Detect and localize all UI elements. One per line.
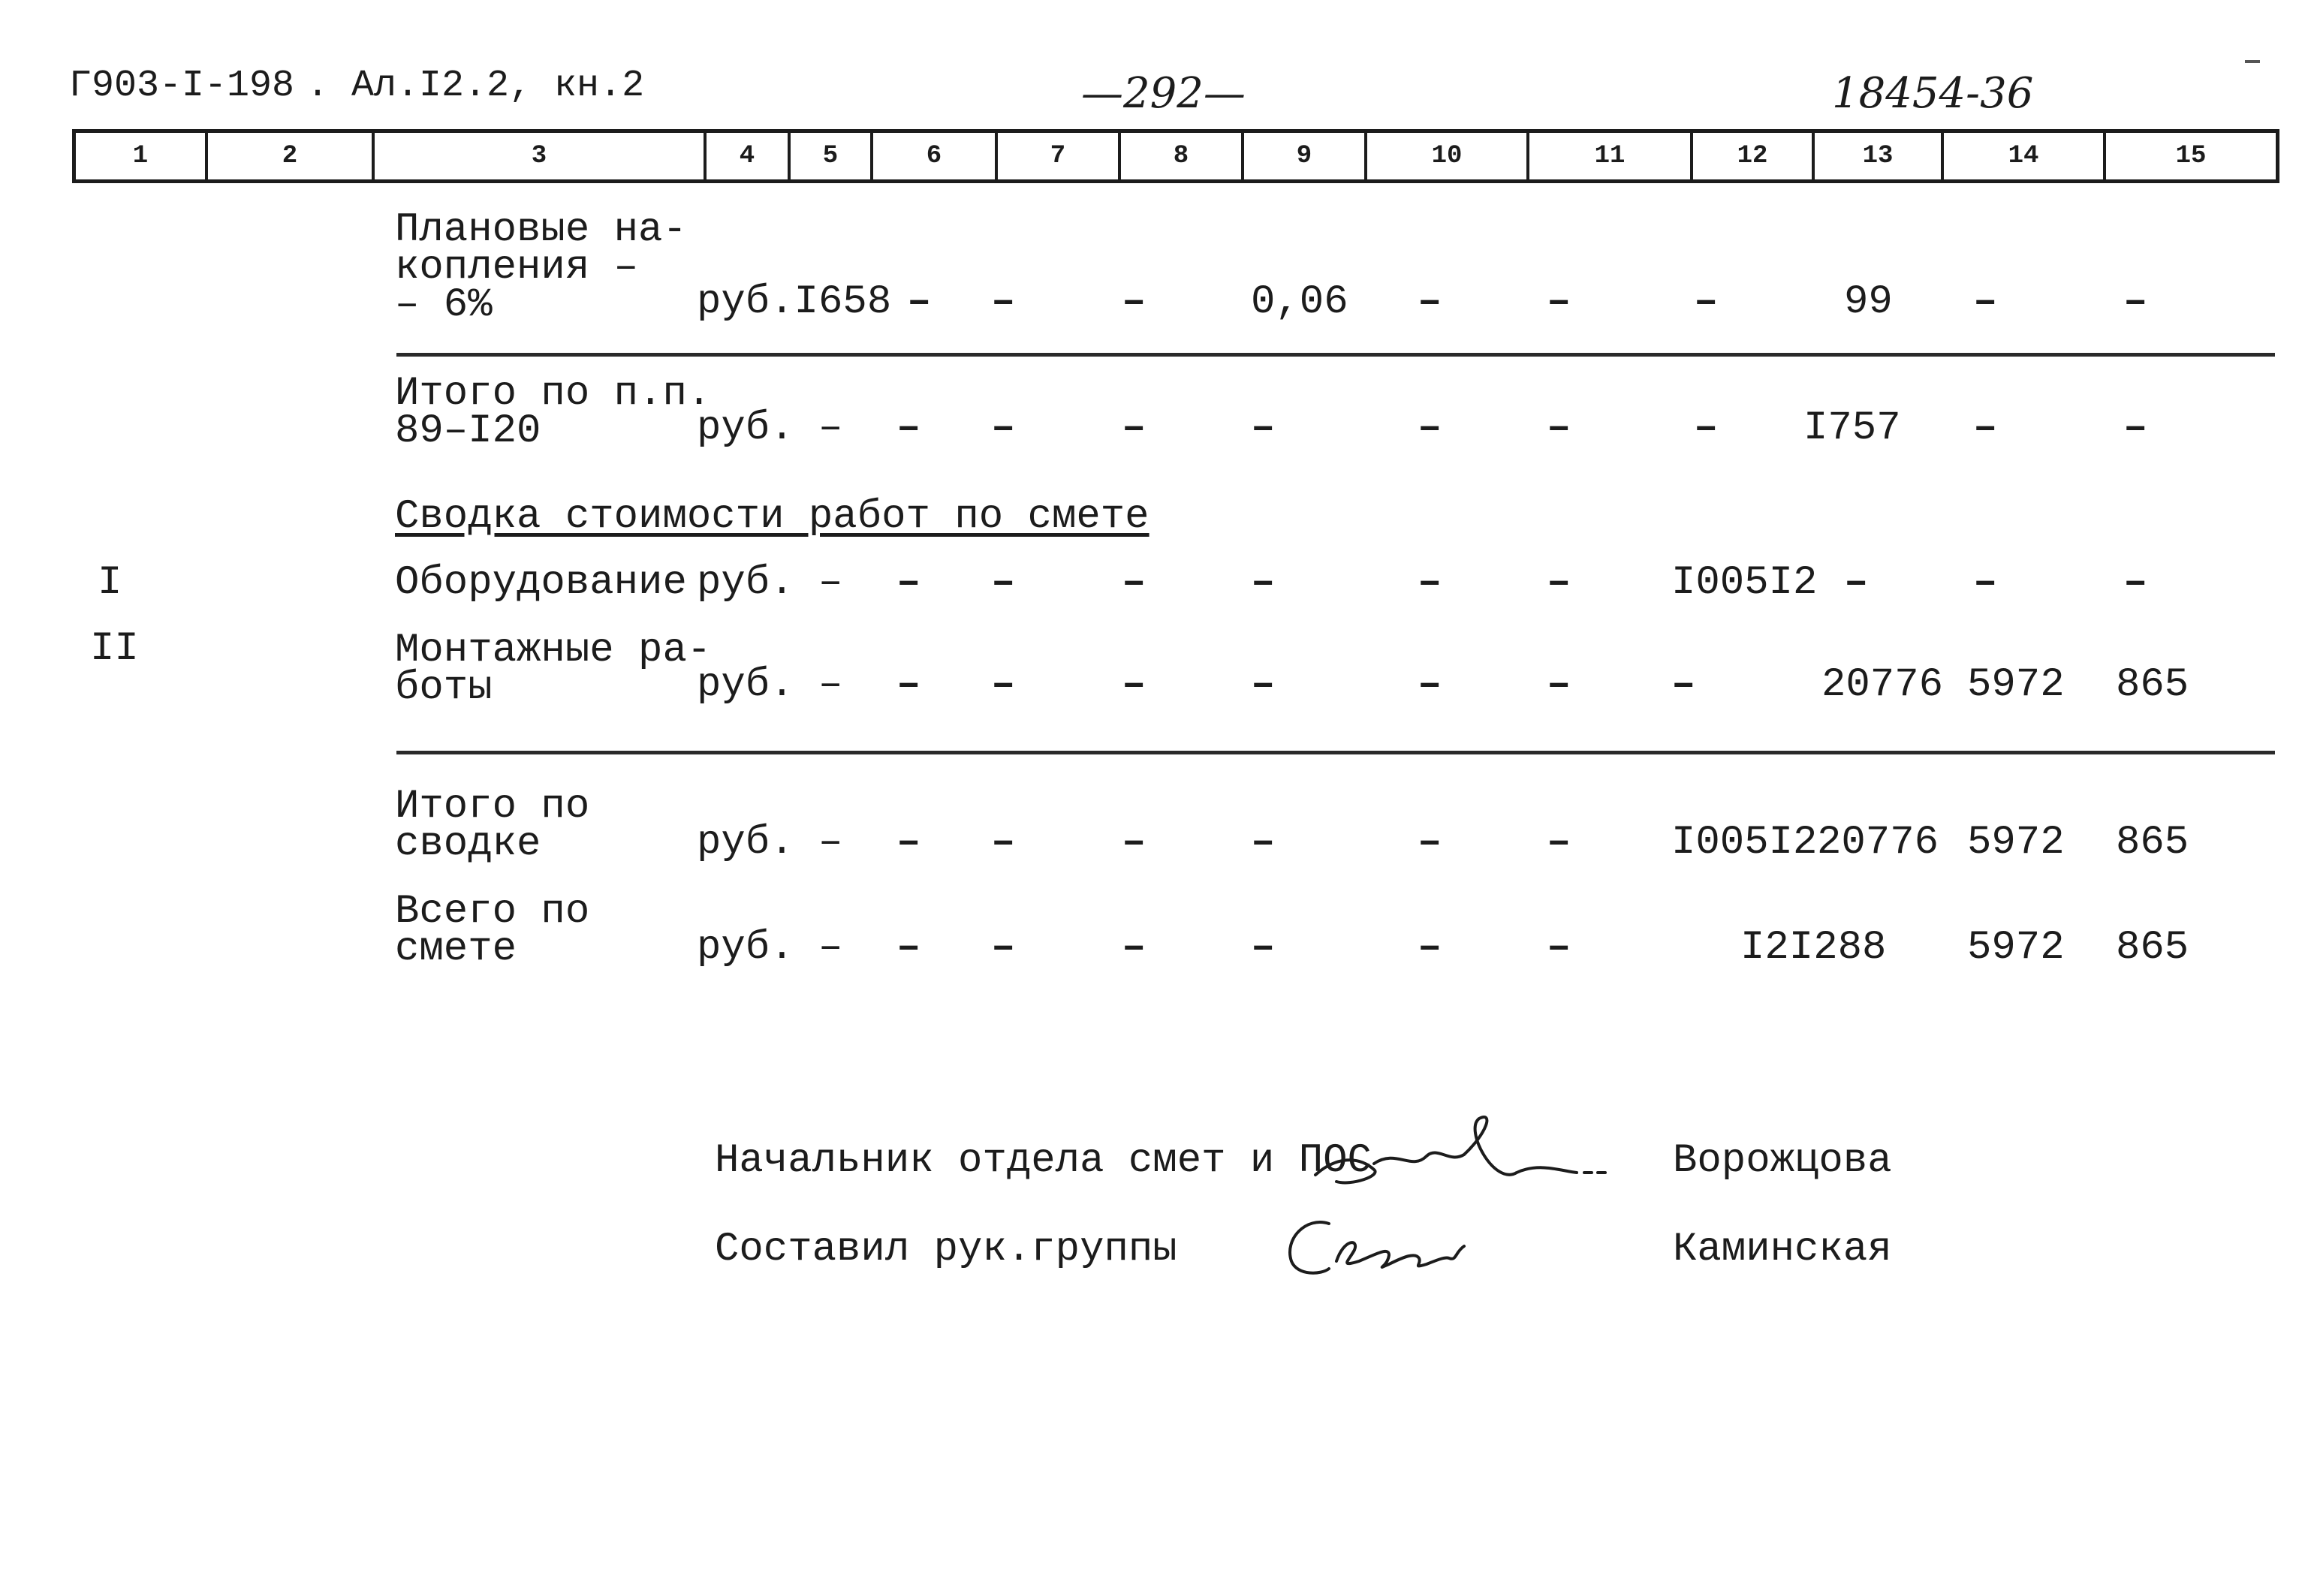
row-equipment-c10: –: [1418, 560, 1442, 606]
row-equipment-c9: –: [1251, 560, 1276, 606]
head-signature: [1306, 1104, 1622, 1201]
row-equipment-c15: –: [2123, 560, 2148, 606]
row-estimate-total-c7: –: [991, 925, 1016, 971]
column-header-4: 4: [704, 133, 788, 179]
column-header-10: 10: [1364, 133, 1526, 179]
column-header-3: 3: [372, 133, 704, 179]
row-planned-unit: руб.I658: [697, 279, 892, 325]
column-header-11: 11: [1526, 133, 1690, 179]
column-header-14: 14: [1941, 133, 2103, 179]
row-estimate-total-c15: 865: [2116, 925, 2189, 971]
row-installation-name: Монтажные ра- боты: [395, 628, 712, 711]
row-summary-total-c11: –: [1547, 820, 1571, 866]
row-installation-c6: –: [896, 662, 921, 708]
row-subtotal-c9: –: [1251, 405, 1276, 451]
row-subtotal-c14: –: [1973, 405, 1998, 451]
row-summary-total-c7: –: [991, 820, 1016, 866]
column-header-row: [72, 129, 2279, 183]
row-subtotal-c11: –: [1547, 405, 1571, 451]
row-estimate-total-c14: 5972: [1967, 925, 2065, 971]
row-planned-c10: –: [1418, 279, 1442, 325]
row-summary-total-unit: руб. –: [697, 820, 843, 866]
row-installation-c12: –: [1671, 662, 1696, 708]
row-planned-c12: –: [1694, 279, 1719, 325]
row-estimate-total-name: Всего по смете: [395, 889, 590, 972]
row-summary-total-name: Итого по сводке: [395, 784, 590, 867]
row-installation-c7: –: [991, 662, 1016, 708]
row-equipment-unit: руб. –: [697, 560, 843, 606]
column-header-6: 6: [870, 133, 995, 179]
row-planned-c15: –: [2123, 279, 2148, 325]
row-summary-total-c12: I005I2: [1671, 820, 1818, 866]
composer-signature: [1276, 1209, 1502, 1291]
column-header-8: 8: [1118, 133, 1241, 179]
row-summary-total-c8: –: [1122, 820, 1146, 866]
row-subtotal-c6: –: [896, 405, 921, 451]
row-planned-name: Плановые на- копления – – 6%: [395, 207, 687, 328]
row-summary-total-c6: –: [896, 820, 921, 866]
column-header-9: 9: [1241, 133, 1364, 179]
row-installation-number: II: [90, 626, 139, 672]
row-equipment-name: Оборудование: [395, 560, 687, 606]
row-summary-total-c15: 865: [2116, 820, 2189, 866]
page-number: —292—: [1081, 69, 1246, 118]
row-equipment-c7: –: [991, 560, 1016, 606]
row-planned-c14: –: [1973, 279, 1998, 325]
row-planned-c8: –: [1122, 279, 1146, 325]
composer-name: Каминская: [1673, 1227, 1892, 1272]
row-equipment-c12: I005I2: [1671, 560, 1818, 606]
head-of-department-title: Начальник отдела смет и ПОС: [715, 1138, 1372, 1184]
column-header-5: 5: [788, 133, 870, 179]
divider-line: [396, 353, 2275, 357]
row-equipment-c14: –: [1973, 560, 1998, 606]
row-estimate-total-c8: –: [1122, 925, 1146, 971]
row-installation-c10: –: [1418, 662, 1442, 708]
row-equipment-number: I: [98, 560, 122, 606]
row-subtotal-c7: –: [991, 405, 1016, 451]
column-header-13: 13: [1812, 133, 1941, 179]
divider-line: [396, 751, 2275, 754]
document-reference: . Ал.I2.2, кн.2: [306, 65, 645, 107]
row-subtotal-c15: –: [2123, 405, 2148, 451]
row-estimate-total-c12-13: I2I288: [1740, 925, 1887, 971]
row-summary-total-c9: –: [1251, 820, 1276, 866]
row-installation-c9: –: [1251, 662, 1276, 708]
row-planned-c7: –: [991, 279, 1016, 325]
row-estimate-total-c10: –: [1418, 925, 1442, 971]
row-estimate-total-c11: –: [1547, 925, 1571, 971]
corner-mark: [2245, 60, 2260, 63]
column-header-7: 7: [995, 133, 1118, 179]
row-planned-c13: 99: [1844, 279, 1893, 325]
row-planned-c11: –: [1547, 279, 1571, 325]
row-estimate-total-unit: руб. –: [697, 925, 843, 971]
row-subtotal-c13: I757: [1803, 405, 1901, 451]
row-subtotal-c10: –: [1418, 405, 1442, 451]
row-equipment-c8: –: [1122, 560, 1146, 606]
row-planned-c6: –: [907, 279, 932, 325]
composer-title: Составил рук.группы: [715, 1227, 1177, 1272]
row-estimate-total-c9: –: [1251, 925, 1276, 971]
column-header-2: 2: [205, 133, 372, 179]
row-equipment-c6: –: [896, 560, 921, 606]
row-planned-c9: 0,06: [1251, 279, 1348, 325]
row-subtotal-c12: –: [1694, 405, 1719, 451]
row-subtotal-name: Итого по п.п. 89–I20: [395, 371, 712, 454]
document-code: Г903-I-198: [69, 65, 295, 107]
column-header-12: 12: [1690, 133, 1812, 179]
row-installation-unit: руб. –: [697, 662, 843, 708]
head-of-department-name: Ворожцова: [1673, 1138, 1892, 1184]
row-summary-total-c13: 20776: [1817, 820, 1939, 866]
archive-number: 18454-36: [1832, 69, 2034, 118]
row-summary-total-c10: –: [1418, 820, 1442, 866]
row-estimate-total-c6: –: [896, 925, 921, 971]
row-summary-total-c14: 5972: [1967, 820, 2065, 866]
row-installation-c11: –: [1547, 662, 1571, 708]
row-subtotal-unit: руб. –: [697, 405, 843, 451]
row-subtotal-c8: –: [1122, 405, 1146, 451]
column-header-15: 15: [2103, 133, 2276, 179]
row-installation-c14: 5972: [1967, 662, 2065, 708]
row-equipment-c11: –: [1547, 560, 1571, 606]
row-equipment-c13: –: [1844, 560, 1869, 606]
column-header-1: 1: [132, 142, 149, 170]
row-installation-c13: 20776: [1821, 662, 1944, 708]
row-installation-c8: –: [1122, 662, 1146, 708]
section-title: Сводка стоимости работ по смете: [395, 494, 1149, 540]
row-installation-c15: 865: [2116, 662, 2189, 708]
